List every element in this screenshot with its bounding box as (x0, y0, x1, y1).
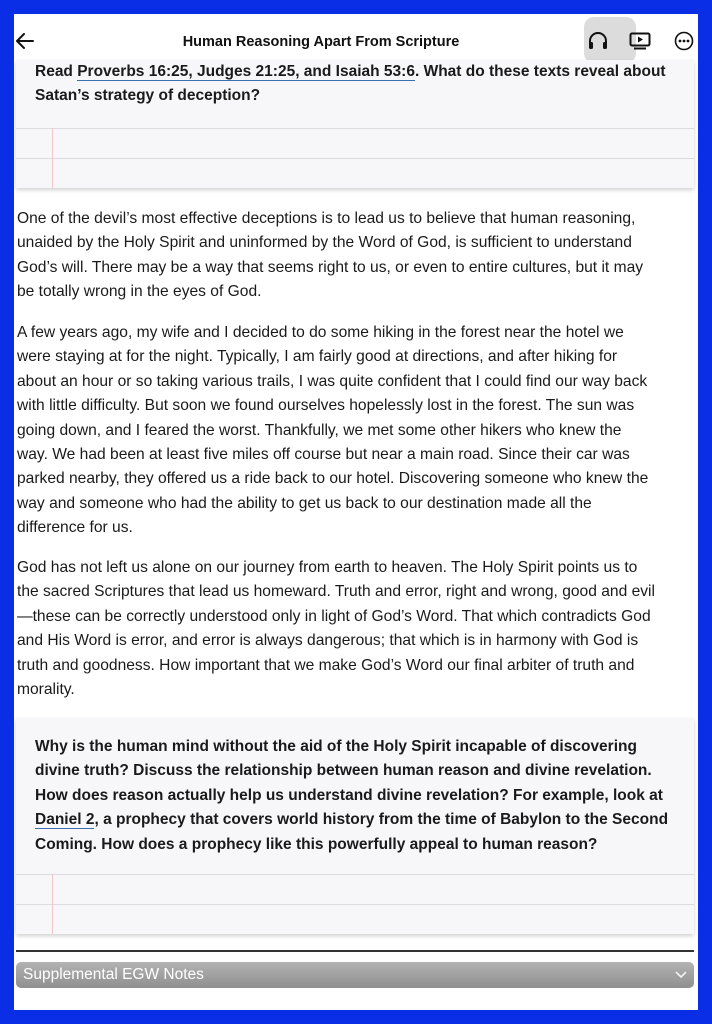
text-line: —these can be correctly understood only in light of God’s Word. That which contradicts God (17, 607, 651, 625)
text-line: truth and goodness. How important that we make God’s Word our final arbiter of truth and (17, 656, 635, 674)
question-prefix: Read (35, 63, 78, 80)
page-title: Human Reasoning Apart From Scripture (182, 34, 460, 50)
notes-margin-line (52, 874, 53, 934)
notes-rule (16, 904, 694, 905)
question-card-2 (16, 718, 694, 934)
arrow-left-icon (16, 33, 34, 49)
audio-button[interactable] (585, 28, 611, 54)
section-divider (16, 950, 694, 952)
notes-rule (16, 874, 694, 875)
question-card-1 (16, 60, 694, 188)
question-line-rest: , a prophecy that covers world history from the time of Babylon to the Second (94, 811, 669, 829)
app-screen (14, 14, 698, 1010)
more-button[interactable] (671, 28, 697, 54)
question-line: Why is the human mind without the aid of the Holy Spirit incapable of discovering (35, 738, 637, 755)
text-line: the sacred Scriptures that lead us homeward. Truth and error, right and wrong, good and evil (17, 583, 655, 601)
notes-input-area-1[interactable] (16, 128, 694, 188)
scripture-link-daniel[interactable]: Daniel 2 (35, 811, 95, 829)
text-line: morality. (17, 681, 75, 699)
text-line: and His Word is error, and error is always dangerous; that which is in harmony with God is (17, 632, 639, 650)
video-play-icon (629, 32, 651, 50)
text-line: difference for us. (17, 519, 133, 537)
notes-margin-line (52, 128, 53, 188)
more-circle-icon (674, 31, 694, 51)
body-paragraph-3 (17, 556, 692, 702)
video-button[interactable] (627, 28, 653, 54)
text-line: about an hour or so taking various trails, I was quite confident that I could find our way back (17, 372, 648, 390)
notes-input-area-2[interactable] (16, 874, 694, 934)
notes-rule (16, 158, 694, 159)
question-text-1 (16, 60, 694, 109)
notes-rule (16, 128, 694, 129)
text-line: A few years ago, my wife and I decided to do some hiking in the forest near the hotel we (17, 324, 624, 341)
text-line: One of the devil’s most effective deceptions is to lead us to believe that human reasoning, (17, 210, 636, 227)
text-line: way and someone who had the ability to get us back to our destination made all the (17, 494, 592, 512)
text-line: way. We had been at least five miles off course but near a main road. Since their car was (17, 446, 630, 464)
text-line: parked nearby, they offered us a ride back to our hotel. Discovering someone who knew the (17, 470, 649, 488)
text-line: unaided by the Holy Spirit and uninformed by the Word of God, is sufficient to understand (17, 234, 632, 252)
supplemental-notes-toggle[interactable] (16, 962, 694, 988)
question-line: How does reason actually help us understand divine revelation? For example, look at (35, 786, 663, 804)
text-line: be totally wrong in the eyes of God. (17, 283, 262, 301)
text-line: God’s will. There may be a way that seems right to us, or even to entire cultures, but it may (17, 258, 644, 276)
question-line: Coming. How does a prophecy like this powerfully appeal to human reason? (35, 835, 598, 853)
text-line: God has not left us alone on our journey from earth to heaven. The Holy Spirit points us to (17, 559, 638, 576)
scripture-link-proverbs[interactable]: Proverbs 16:25, Judges 21:25, and Isaiah 53:6 (77, 63, 415, 80)
text-line: with little difficulty. But soon we found ourselves hopelessly lost in the forest. The sun was (17, 397, 635, 415)
headphones-icon (588, 32, 608, 50)
text-line: going down, and I feared the worst. Thankfully, we met some other hikers who knew the (17, 421, 622, 439)
question-text-2 (16, 718, 694, 857)
back-button[interactable] (14, 30, 36, 52)
question-line-2: Satan’s strategy of deception? (35, 87, 261, 105)
body-paragraph-1 (17, 207, 692, 305)
text-line: were staying at for the night. Typically, I am fairly good at directions, and after hiking for (17, 348, 618, 366)
supplemental-notes-label: Supplemental EGW Notes (23, 966, 204, 983)
chevron-down-icon (668, 971, 694, 979)
question-line: divine truth? Discuss the relationship between human reason and divine revelation. (35, 762, 652, 780)
body-paragraph-2 (17, 321, 692, 541)
question-line-1-rest: . What do these texts reveal about (414, 63, 666, 80)
